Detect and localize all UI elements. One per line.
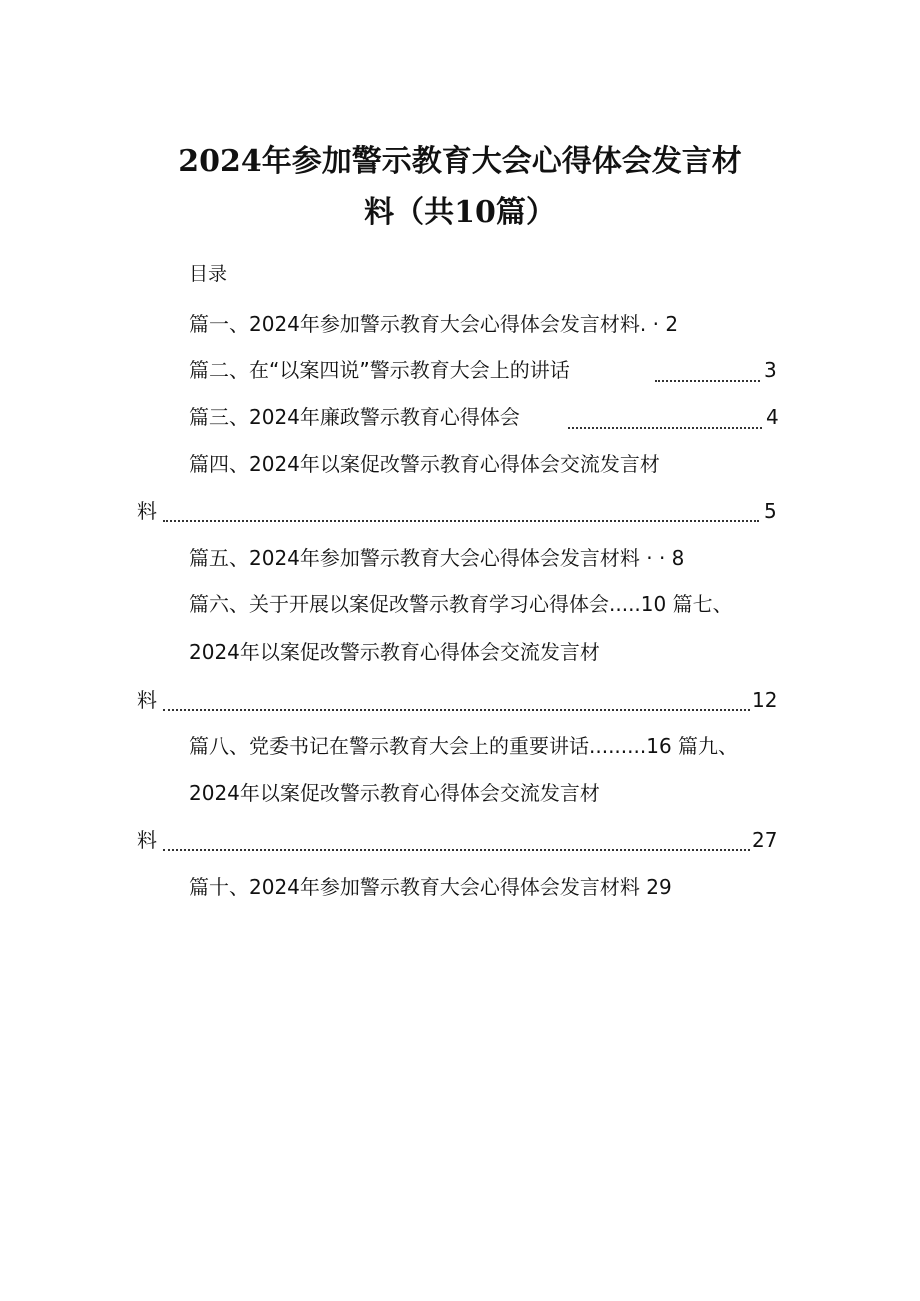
toc-entry-3[interactable]: 篇三、2024年廉政警示教育心得体会 — [189, 405, 520, 429]
toc-leader-dots — [163, 709, 750, 711]
toc-entry-9-continued: 料 — [137, 828, 157, 852]
toc-entry-10[interactable]: 篇十、2024年参加警示教育大会心得体会发言材料 29 — [189, 875, 672, 899]
toc-page-number: 12 — [752, 688, 778, 712]
toc-leader-dots — [163, 849, 750, 851]
toc-leader-dots — [655, 380, 760, 382]
document-title-line-1: 2024年参加警示教育大会心得体会发言材 — [178, 144, 742, 179]
toc-entry-2[interactable]: 篇二、在“以案四说”警示教育大会上的讲话 — [189, 358, 570, 382]
toc-page-number: 3 — [764, 358, 777, 382]
toc-entry-8[interactable]: 篇八、党委书记在警示教育大会上的重要讲话.........16 篇九、 — [189, 734, 739, 758]
toc-entry-7-continued: 料 — [137, 688, 157, 712]
toc-entry-6[interactable]: 篇六、关于开展以案促改警示教育学习心得体会.....10 篇七、 — [189, 592, 733, 616]
toc-entry-4-continued: 料 — [137, 499, 157, 523]
toc-entry-1[interactable]: 篇一、2024年参加警示教育大会心得体会发言材料. · 2 — [189, 312, 679, 336]
toc-page-number: 27 — [752, 828, 778, 852]
toc-page-number: 5 — [764, 499, 777, 523]
toc-entry-7[interactable]: 2024年以案促改警示教育心得体会交流发言材 — [189, 640, 600, 664]
toc-entry-4[interactable]: 篇四、2024年以案促改警示教育心得体会交流发言材 — [189, 452, 660, 476]
toc-leader-dots — [163, 520, 759, 522]
toc-heading: 目录 — [189, 263, 228, 285]
toc-page-number: 4 — [766, 405, 779, 429]
toc-entry-5[interactable]: 篇五、2024年参加警示教育大会心得体会发言材料 · · 8 — [189, 546, 685, 570]
toc-entry-9[interactable]: 2024年以案促改警示教育心得体会交流发言材 — [189, 781, 600, 805]
document-title-line-2: 料（共10篇） — [364, 195, 556, 230]
toc-leader-dots — [568, 427, 762, 429]
